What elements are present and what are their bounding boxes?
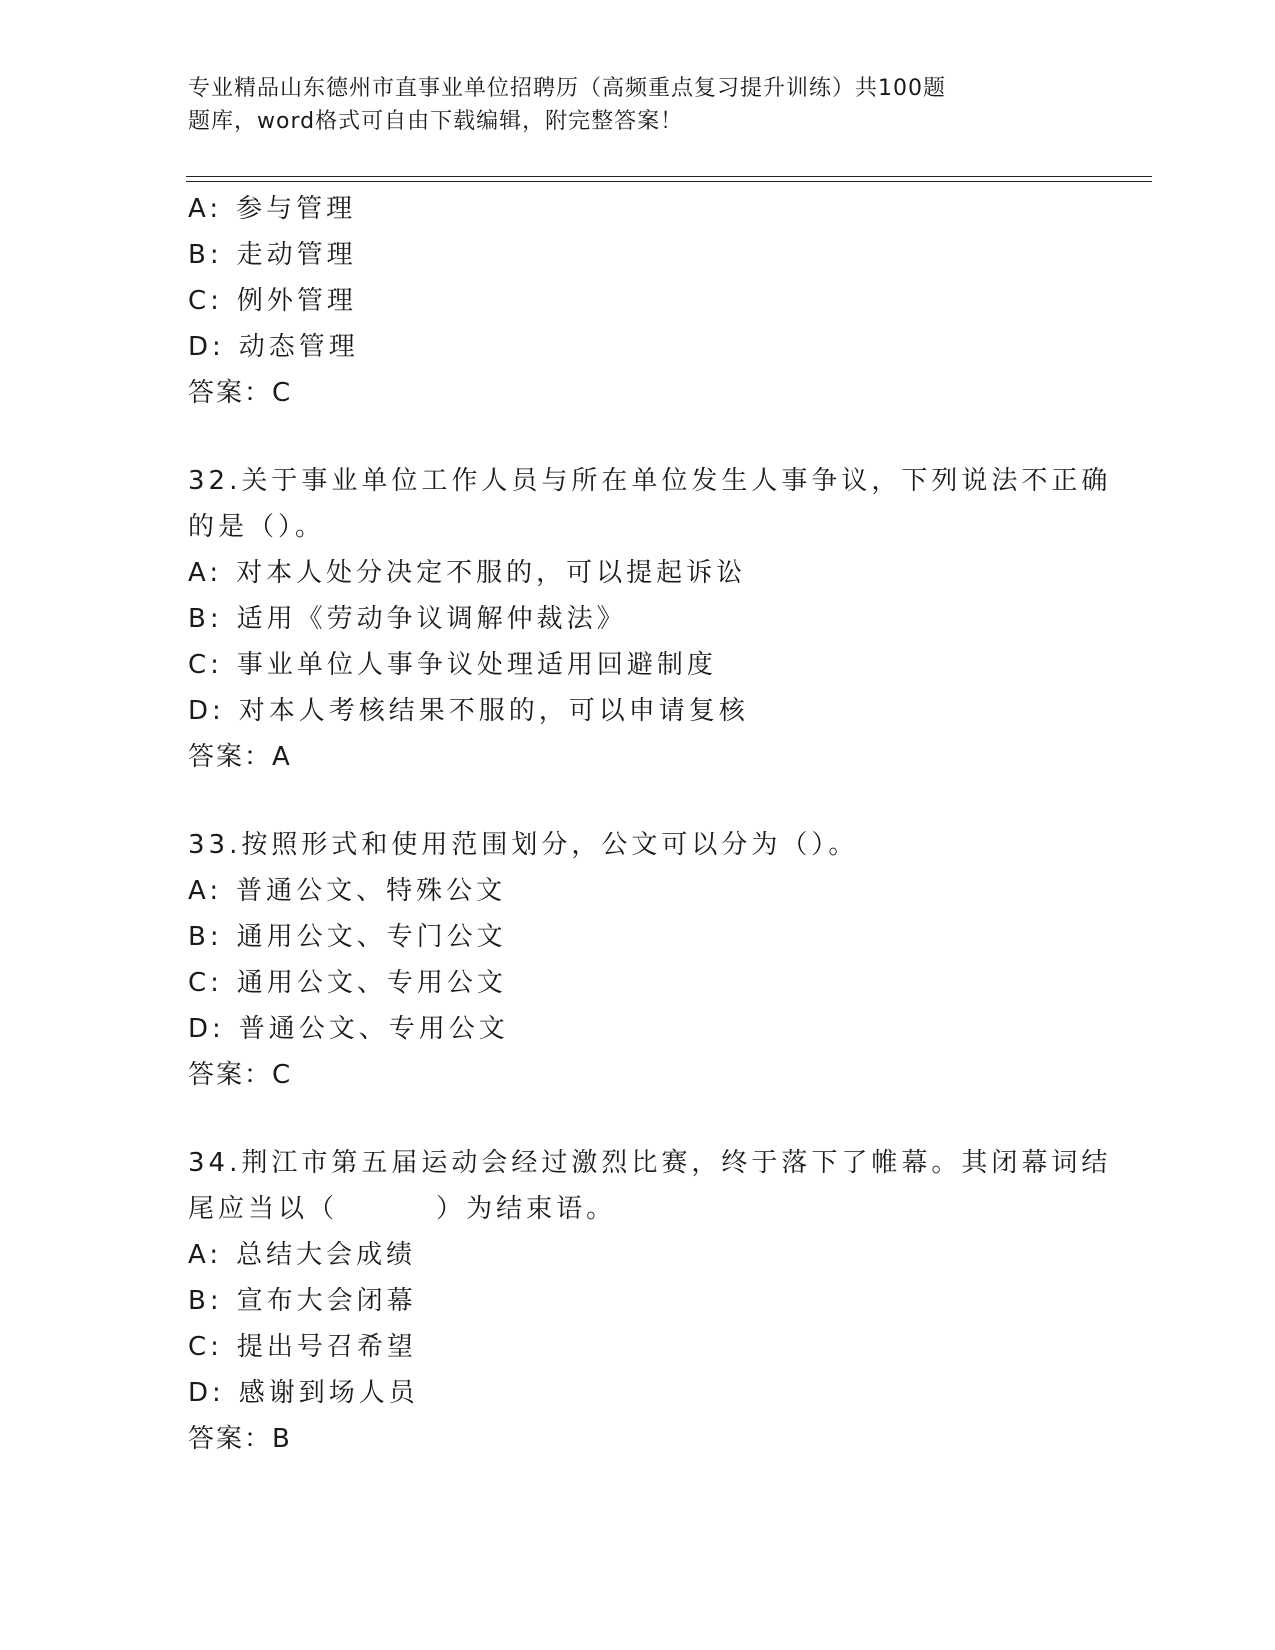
answer-line: 答案：C <box>188 1060 293 1090</box>
option-d: D: 动态管理 <box>188 332 359 362</box>
option-c: C: 通用公文、专用公文 <box>188 968 507 998</box>
option-a: A: 参与管理 <box>188 194 357 224</box>
answer-line: 答案：A <box>188 742 292 772</box>
document-header <box>188 72 1028 138</box>
option-b: B: 走动管理 <box>188 240 357 270</box>
question-33 <box>188 822 1088 1098</box>
option-b: B: 宣布大会闭幕 <box>188 1286 417 1316</box>
option-d: D: 普通公文、专用公文 <box>188 1014 509 1044</box>
header-line-1: 专业精品山东德州市直事业单位招聘历（高频重点复习提升训练）共100题 <box>188 76 946 101</box>
option-a: A: 总结大会成绩 <box>188 1240 417 1270</box>
stem-line: 32.关于事业单位工作人员与所在单位发生人事争议，下列说法不正确 <box>188 466 1112 496</box>
option-c: C: 例外管理 <box>188 286 357 316</box>
question-stem <box>188 458 1112 550</box>
header-divider-top <box>186 176 1152 177</box>
answer-line: 答案：B <box>188 1424 292 1454</box>
answer-line: 答案：C <box>188 378 293 408</box>
question-list <box>188 186 1112 1462</box>
question-32 <box>188 458 1112 780</box>
option-a: A: 普通公文、特殊公文 <box>188 876 507 906</box>
header-divider-bottom <box>186 181 1152 182</box>
option-a: A: 对本人处分决定不服的，可以提起诉讼 <box>188 558 747 588</box>
option-c: C: 事业单位人事争议处理适用回避制度 <box>188 650 717 680</box>
option-d: D: 对本人考核结果不服的，可以申请复核 <box>188 696 749 726</box>
option-b: B: 适用《劳动争议调解仲裁法》 <box>188 604 627 634</box>
question-stem <box>188 822 1088 868</box>
option-c: C: 提出号召希望 <box>188 1332 417 1362</box>
stem-line: 尾应当以（ ）为结束语。 <box>188 1194 617 1224</box>
question-31 <box>188 186 1088 416</box>
header-line-2: 题库，word格式可自由下载编辑，附完整答案！ <box>188 109 684 134</box>
stem-line: 33.按照形式和使用范围划分，公文可以分为（）。 <box>188 830 859 860</box>
question-34 <box>188 1140 1112 1462</box>
question-stem <box>188 1140 1112 1232</box>
option-d: D: 感谢到场人员 <box>188 1378 419 1408</box>
option-b: B: 通用公文、专门公文 <box>188 922 507 952</box>
stem-line: 34.荆江市第五届运动会经过激烈比赛，终于落下了帷幕。其闭幕词结 <box>188 1148 1112 1178</box>
stem-line: 的是（）。 <box>188 512 326 542</box>
